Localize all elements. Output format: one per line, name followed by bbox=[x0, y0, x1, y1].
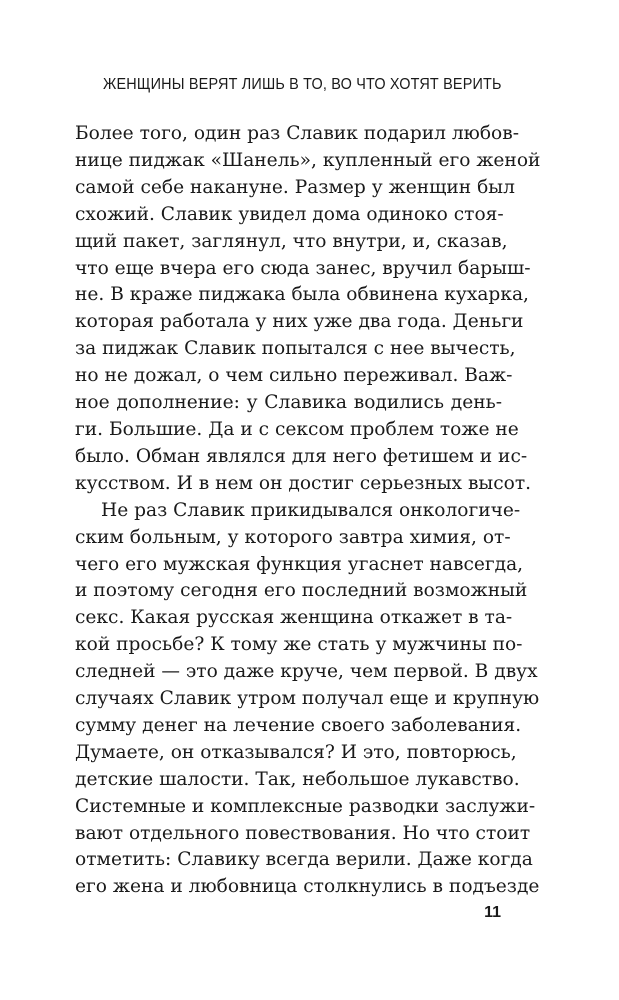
text-line: детские шалости. Так, небольшое лукавство. bbox=[75, 768, 520, 790]
text-line: ги. Большие. Да и с сексом проблем тоже не bbox=[75, 418, 519, 440]
text-line: ским больным, у которого завтра химия, от- bbox=[75, 526, 511, 548]
text-line: нице пиджак «Шанель», купленный его женой bbox=[75, 149, 541, 171]
paragraph-2 bbox=[75, 498, 540, 902]
text-line: Думаете, он отказывался? И это, повторюсь, bbox=[75, 741, 517, 763]
text-line: его жена и любовница столкнулись в подъезде bbox=[75, 876, 540, 898]
text-line: случаях Славик утром получал еще и крупную bbox=[75, 688, 540, 710]
text-line: кой просьбе? К тому же стать у мужчины по- bbox=[75, 634, 523, 656]
text-line: которая работала у них уже два года. Деньги bbox=[75, 311, 524, 333]
text-line: вают отдельного повествования. Но что стоит bbox=[75, 822, 531, 844]
text-line: было. Обман являлся для него фетишем и ис- bbox=[75, 445, 528, 467]
text-line: отметить: Славику всегда верили. Даже когда bbox=[75, 849, 533, 871]
text-line: и поэтому сегодня его последний возможный bbox=[75, 580, 528, 602]
text-line: самой себе накануне. Размер у женщин был bbox=[75, 176, 515, 198]
text-line: но не дожал, о чем сильно переживал. Важ- bbox=[75, 365, 513, 387]
running-header: ЖЕНЩИНЫ ВЕРЯТ ЛИШЬ В ТО, ВО ЧТО ХОТЯТ ВЕРИТЬ bbox=[103, 76, 502, 93]
text-line: не. В краже пиджака была обвинена кухарка, bbox=[75, 284, 529, 306]
text-line: за пиджак Славик попытался с нее вычесть, bbox=[75, 338, 516, 360]
text-line: щий пакет, заглянул, что внутри, и, сказав, bbox=[75, 230, 508, 252]
text-line: секс. Какая русская женщина откажет в та- bbox=[75, 607, 513, 629]
body-text bbox=[75, 121, 541, 901]
text-line: Более того, один раз Славик подарил любов- bbox=[75, 123, 519, 144]
text-line: Системные и комплексные разводки заслужи- bbox=[75, 795, 536, 817]
text-line: следней — это даже круче, чем первой. В двух bbox=[75, 661, 538, 683]
text-line: кусством. И в нем он достиг серьезных высот. bbox=[75, 472, 532, 494]
text-line: чего его мужская функция угаснет навсегда, bbox=[75, 553, 524, 575]
page-number: 11 bbox=[484, 904, 501, 921]
text-line: Не раз Славик прикидывался онкологиче- bbox=[101, 499, 521, 521]
text-line: схожий. Славик увидел дома одиноко стоя- bbox=[75, 203, 504, 225]
text-line: что еще вчера его сюда занес, вручил барыш- bbox=[75, 257, 531, 279]
paragraph-1 bbox=[75, 121, 541, 498]
text-line: ное дополнение: у Славика водились день- bbox=[75, 392, 502, 414]
text-line: сумму денег на лечение своего заболевания. bbox=[75, 714, 522, 736]
